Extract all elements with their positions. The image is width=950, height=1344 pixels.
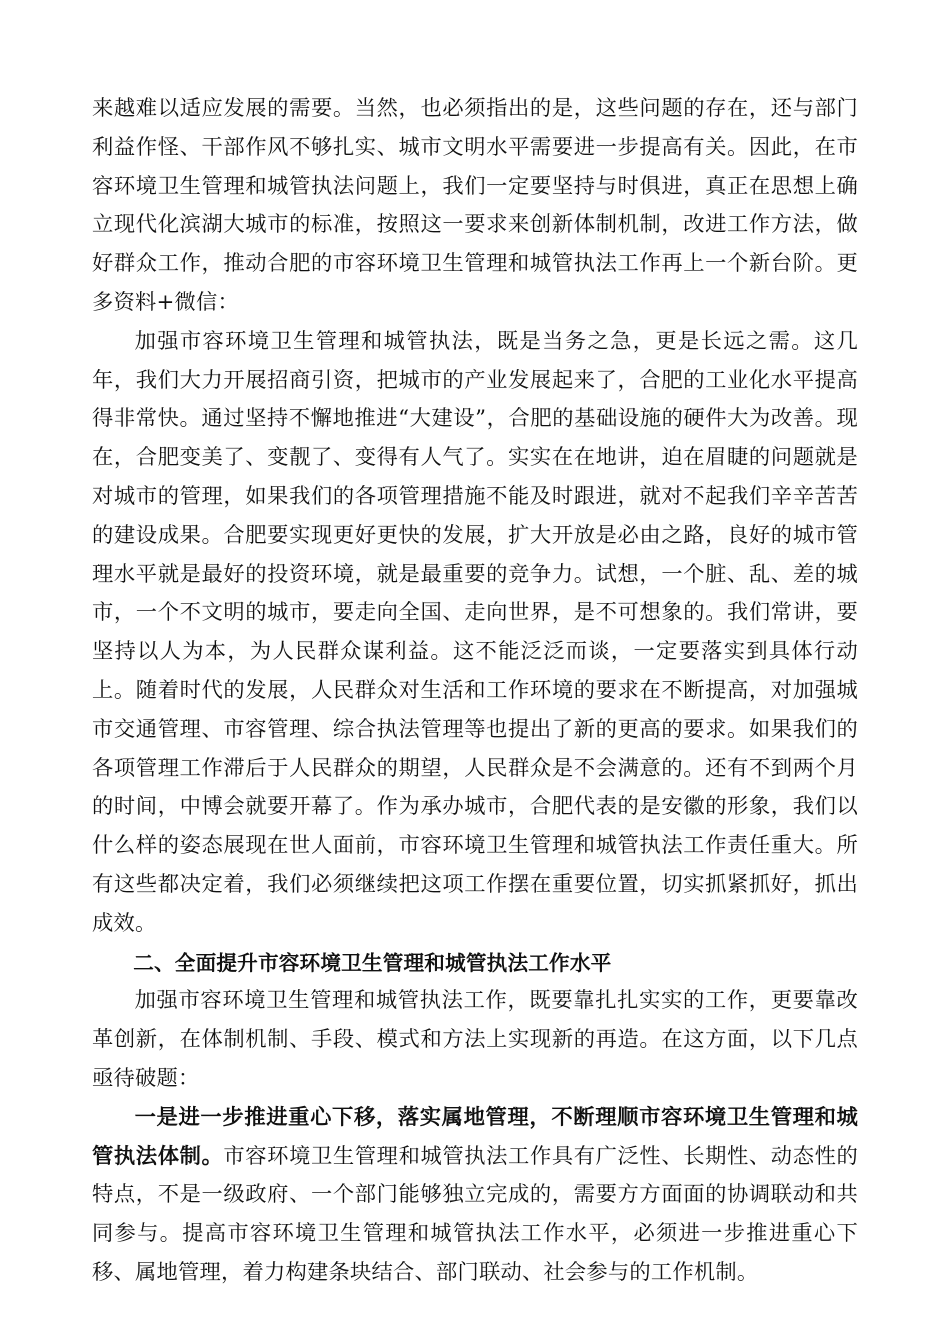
point-one-lead: 一是进一步推进重心下移，落实属地管理，不断理顺市容环境卫生管理和城管执法体制。	[92, 1104, 858, 1169]
section-heading: 二、全面提升市容环境卫生管理和城管执法工作水平	[133, 950, 612, 975]
point-one-body: 市容环境卫生管理和城管执法工作具有广泛性、长期性、动态性的特点，不是一级政府、一个部门能够独立完成的，需要方方面面的协调联动和共同参与。提高市容环境卫生管理和城管执法工作水平，必须进一步推进重心下移、属地管理，着力构建条块结合、部门联动、社会参与的工作机制。	[92, 1143, 858, 1285]
paragraph-importance: 加强市容环境卫生管理和城管执法，既是当务之急，更是长远之需。这几年，我们大力开展招商引资，把城市的产业发展起来了，合肥的工业化水平提高得非常快。通过坚持不懈地推进“大建设”，合肥的基础设施的硬件大为改善。现在，合肥变美了、变靓了、变得有人气了。实实在在地讲，迫在眉睫的问题就是对城市的管理，如果我们的各项管理措施不能及时跟进，就对不起我们辛辛苦苦的建设成果。合肥要实现更好更快的发展，扩大开放是必由之路，良好的城市管理水平就是最好的投资环境，就是最重要的竞争力。试想，一个脏、乱、差的城市，一个不文明的城市，要走向全国、走向世界，是不可想象的。我们常讲，要坚持以人为本，为人民群众谋利益。这不能泛泛而谈，一定要落实到具体行动上。随着时代的发展，人民群众对生活和工作环境的要求在不断提高，对加强城市交通管理、市容管理、综合执法管理等也提出了新的更高的要求。如果我们的各项管理工作滞后于人民群众的期望，人民群众是不会满意的。还有不到两个月的时间，中博会就要开幕了。作为承办城市，合肥代表的是安徽的形象，我们以什么样的姿态展现在世人面前，市容环境卫生管理和城管执法工作责任重大。所有这些都决定着，我们必须继续把这项工作摆在重要位置，切实抓紧抓好，抓出成效。	[92, 328, 858, 936]
document-page	[92, 90, 858, 1293]
paragraph-reform-intro: 加强市容环境卫生管理和城管执法工作，既要靠扎扎实实的工作，更要靠改革创新，在体制机制、手段、模式和方法上实现新的再造。在这方面，以下几点亟待破题：	[92, 988, 858, 1091]
paragraph-continuation: 来越难以适应发展的需要。当然，也必须指出的是，这些问题的存在，还与部门利益作怪、干部作风不够扎实、城市文明水平需要进一步提高有关。因此，在市容环境卫生管理和城管执法问题上，我们一定要坚持与时俱进，真正在思想上确立现代化滨湖大城市的标准，按照这一要求来创新体制机制，改进工作方法，做好群众工作，推动合肥的市容环境卫生管理和城管执法工作再上一个新台阶。更多资料+微信：	[92, 96, 858, 315]
paragraph-point-one	[92, 1099, 858, 1293]
